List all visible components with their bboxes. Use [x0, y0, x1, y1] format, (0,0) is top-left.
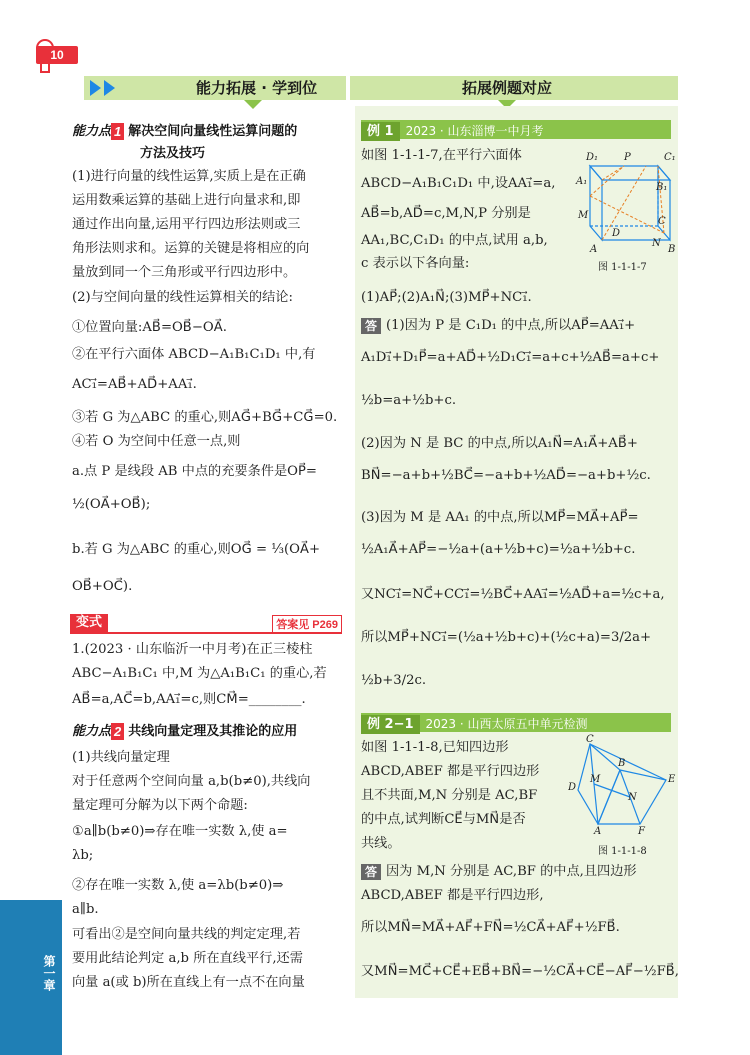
text-line: ½(OA⃗+OB⃗); [72, 497, 151, 512]
figure-label: D₁ [586, 152, 599, 163]
text-line: (1)进行向量的线性运算,实质上是在正确 [72, 169, 306, 184]
text-line: ①a∥b(b≠0)⇒存在唯一实数 λ,使 a= [72, 824, 288, 839]
text-line: 因为 M,N 分别是 AC,BF 的中点,且四边形 [386, 864, 637, 879]
text-line: ½A₁A⃗+AP⃗=−½a+(a+½b+c)=½a+½b+c. [361, 542, 636, 557]
ability-point-1-title-cont: 方法及技巧 [140, 146, 206, 161]
text-line: ABC−A₁B₁C₁ 中,M 为△A₁B₁C₁ 的重心,若 [72, 666, 327, 681]
figure-label: C [658, 216, 666, 227]
answer-badge: 答 [361, 318, 381, 334]
figure-label: M [578, 210, 589, 221]
text-line: ABCD,ABEF 都是平行四边形, [361, 888, 544, 903]
figure-label: B [668, 244, 676, 255]
text-line: ABCD,ABEF 都是平行四边形 [361, 764, 540, 779]
text-line: 量放到同一个三角形或平行四边形中。 [72, 265, 297, 280]
text-line: ③若 G 为△ABC 的重心,则AG⃗+BG⃗+CG⃗=0. [72, 410, 338, 425]
text-line: 所以MN⃗=MA⃗+AF⃗+FN⃗=½CA⃗+AF⃗+½FB⃗. [361, 920, 620, 935]
arrow-icon [90, 80, 101, 96]
text-line: 通过作出向量,运用平行四边形法则或三 [72, 217, 301, 232]
text-line: a∥b. [72, 902, 99, 917]
text-line: 又MN⃗=MC⃗+CE⃗+EB⃗+BN⃗=−½CA⃗+CE⃗−AF⃗−½FB⃗, [361, 964, 679, 979]
text-line: (3)因为 M 是 AA₁ 的中点,所以MP⃗=MA⃗+AP⃗= [361, 510, 639, 525]
text-line: 所以MP⃗+NC₁⃗=(½a+½b+c)+(½c+a)=3/2a+ [361, 630, 652, 645]
text-line: AB⃗=a,AC⃗=b,AA₁⃗=c,则CM⃗=________. [72, 692, 306, 707]
section-header-band [84, 76, 678, 100]
figure-label: A [590, 244, 598, 255]
text-line: OB⃗+OC⃗). [72, 579, 133, 594]
text-line: ②存在唯一实数 λ,使 a=λb(b≠0)⇒ [72, 878, 284, 893]
figure-label: C₁ [664, 152, 676, 163]
text-line: 的中点,试判断CE⃗与MN⃗是否 [361, 812, 526, 827]
answer-badge: 答 [361, 864, 381, 880]
figure-label: P [624, 152, 631, 163]
text-line: AB⃗=b,AD⃗=c,M,N,P 分别是 [361, 206, 531, 221]
figure-label: M [590, 774, 601, 785]
text-line: ①位置向量:AB⃗=OB⃗−OA⃗. [72, 320, 227, 335]
figure-2-caption: 图 1-1-1-8 [598, 846, 647, 857]
text-line: (1)因为 P 是 C₁D₁ 的中点,所以AP⃗=AA₁⃗+ [386, 318, 636, 333]
page-number: 10 [36, 46, 78, 64]
text-line: 角形法则求和。运算的关键是将相应的向 [72, 241, 310, 256]
figure-1-caption: 图 1-1-1-7 [598, 262, 647, 273]
text-line: 且不共面,M,N 分别是 AC,BF [361, 788, 538, 803]
figure-parallelepiped [560, 144, 678, 272]
text-line: ½b+3/2c. [361, 673, 427, 688]
ability-point-2-heading: 能力点 2 共线向量定理及其推论的应用 [72, 724, 298, 739]
text-line: (2)与空间向量的线性运算相关的结论: [72, 290, 293, 305]
example-1-question: (1)AP⃗;(2)A₁N⃗;(3)MP⃗+NC₁⃗. [361, 290, 532, 305]
figure-label: E [668, 774, 676, 785]
example-2-header: 例 2−1 2023 · 山西太原五中单元检测 [361, 713, 671, 732]
text-line: 要用此结论判定 a,b 所在直线平行,还需 [72, 951, 303, 966]
figure-label: C [586, 734, 594, 745]
text-line: (1)共线向量定理 [72, 750, 170, 765]
text-line: 可看出②是空间向量共线的判定定理,若 [72, 927, 301, 942]
figure-label: A₁ [576, 176, 588, 187]
answer-reference: 答案见 P269 [272, 615, 342, 633]
text-line: 又NC₁⃗=NC⃗+CC₁⃗=½BC⃗+AA₁⃗=½AD⃗+a=½c+a, [361, 587, 665, 602]
figure-label: N [628, 792, 637, 803]
right-header-title: 拓展例题对应 [462, 79, 553, 97]
text-line: a.点 P 是线段 AB 中点的充要条件是OP⃗= [72, 464, 317, 479]
text-line: (2)因为 N 是 BC 的中点,所以A₁N⃗=A₁A⃗+AB⃗+ [361, 436, 638, 451]
figure-label: F [638, 826, 645, 837]
text-line: 量定理可分解为以下两个命题: [72, 798, 248, 813]
text-line: 如图 1-1-1-7,在平行六面体 [361, 148, 522, 163]
left-header-title: 能力拓展 · 学到位 [196, 79, 318, 97]
text-line: AC₁⃗=AB⃗+AD⃗+AA₁⃗. [72, 377, 197, 392]
text-line: 1.(2023 · 山东临沂一中月考)在正三棱柱 [72, 642, 313, 657]
text-line: c 表示以下各向量: [361, 256, 470, 271]
text-line: 运用数乘运算的基础上进行向量求和,即 [72, 193, 301, 208]
text-line: ABCD−A₁B₁C₁D₁ 中,设AA₁⃗=a, [361, 176, 556, 191]
figure-label: A [594, 826, 602, 837]
arrow-icon [104, 80, 115, 96]
figure-label: B₁ [656, 182, 668, 193]
example-1-header: 例 1 2023 · 山东淄博一中月考 [361, 120, 671, 139]
figure-label: N [652, 238, 661, 249]
text-line: AA₁,BC,C₁D₁ 的中点,试用 a,b, [361, 233, 548, 248]
text-line: 共线。 [361, 836, 401, 851]
text-line: ④若 O 为空间中任意一点,则 [72, 434, 241, 449]
variant-label: 变式 [70, 614, 108, 632]
variant-banner [70, 614, 342, 634]
text-line: 对于任意两个空间向量 a,b(b≠0),共线向 [72, 774, 311, 789]
text-line: ½b=a+½b+c. [361, 393, 457, 408]
text-line: 向量 a(或 b)所在直线上有一点不在向量 [72, 975, 305, 990]
figure-label: B [618, 758, 626, 769]
text-line: BN⃗=−a+b+½BC⃗=−a+b+½AD⃗=−a+b+½c. [361, 468, 651, 483]
text-line: ②在平行六面体 ABCD−A₁B₁C₁D₁ 中,有 [72, 347, 316, 362]
chapter-label: 第一章 [42, 955, 56, 991]
figure-label: D [568, 782, 577, 793]
text-line: λb; [72, 848, 94, 863]
ability-point-1-heading: 能力点 1 解决空间向量线性运算问题的 [72, 124, 298, 139]
figure-label: D [612, 228, 621, 239]
text-line: b.若 G 为△ABC 的重心,则OG⃗ = ⅓(OA⃗+ [72, 542, 321, 557]
text-line: A₁D₁⃗+D₁P⃗=a+AD⃗+½D₁C₁⃗=a+c+½AB⃗=a+c+ [361, 350, 660, 365]
text-line: 如图 1-1-1-8,已知四边形 [361, 740, 509, 755]
figure-quadrilaterals [568, 734, 676, 844]
